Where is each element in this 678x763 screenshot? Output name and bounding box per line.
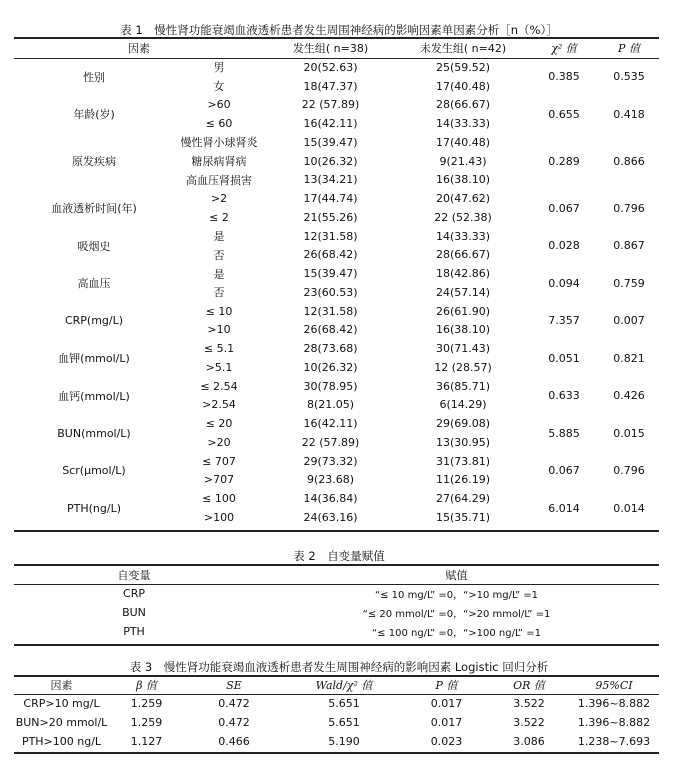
chi2-cell: 6.014 (548, 501, 580, 515)
occurred-cell: 23(60.53) (303, 285, 358, 299)
not-occurred-cell: 27(64.29) (435, 492, 491, 506)
t2-header-var: 自变量 (117, 568, 151, 582)
not-occurred-cell: 17(40.48) (435, 79, 491, 93)
subgroup-cell: ≤ 20 (205, 417, 233, 431)
not-occurred-cell: 24(57.14) (435, 285, 491, 299)
factor-cell: CRP(mg/L) (64, 314, 124, 327)
chi2-cell: 0.289 (548, 154, 580, 168)
table-row (14, 227, 659, 246)
t3-ci: 1.238~7.693 (577, 735, 651, 748)
factor-cell: 血钾(mmol/L) (58, 352, 130, 365)
subgroup-cell: ≤ 2.54 (200, 379, 238, 393)
t3-ci: 1.396~8.882 (577, 697, 651, 710)
t3-header-se: SE (226, 678, 242, 692)
t3-p: 0.017 (430, 697, 463, 710)
p-cell: 0.796 (613, 464, 645, 477)
p-cell: 0.759 (613, 276, 645, 290)
occurred-cell: 21(55.26) (303, 210, 358, 224)
subgroup-cell: 是 (213, 267, 225, 281)
not-occurred-cell: 36(85.71) (435, 379, 491, 393)
occurred-cell: 20(52.63) (303, 60, 358, 74)
table-row (14, 414, 659, 433)
not-occurred-cell: 26(61.90) (435, 304, 491, 318)
table-row (14, 339, 659, 358)
table-row (14, 133, 659, 152)
not-occurred-cell: 16(38.10) (435, 323, 491, 337)
t3-header-wald: Wald/χ² 值 (315, 679, 373, 692)
occurred-cell: 26(68.42) (303, 248, 358, 262)
factor-cell: 原发疾病 (72, 155, 116, 169)
p-cell: 0.418 (613, 107, 645, 121)
chi2-cell: 0.051 (548, 351, 580, 365)
subgroup-cell: ≤ 100 (202, 492, 236, 506)
subgroup-cell: 男 (213, 61, 225, 75)
t2-var: PTH (123, 625, 145, 638)
p-cell: 0.014 (613, 501, 645, 515)
occurred-cell: 13(34.21) (303, 173, 358, 187)
occurred-cell: 16(42.11) (303, 417, 358, 431)
t3-ci: 1.396~8.882 (577, 716, 651, 729)
subgroup-cell: ≤ 10 (205, 304, 233, 318)
not-occurred-cell: 17(40.48) (435, 135, 491, 149)
t3-beta: 1.127 (130, 735, 163, 748)
not-occurred-cell: 28(66.67) (435, 248, 491, 262)
header-occurred: 发生组( n=38) (292, 42, 369, 55)
t2-assign: “≤ 20 mmol/L” =0，“>20 mmol/L” =1 (362, 609, 551, 620)
table2-title: 表 2 自变量赋值 (293, 549, 385, 563)
table1-title: 表 1 慢性肾功能衰竭血液透析患者发生周围神经病的影响因素单因素分析［n（%）］ (120, 23, 558, 37)
factor-cell: BUN(mmol/L) (57, 426, 131, 440)
occurred-cell: 16(42.11) (303, 117, 358, 131)
occurred-cell: 22 (57.89) (301, 98, 360, 112)
header-factor: 因素 (128, 42, 150, 55)
subgroup-cell: >60 (207, 98, 231, 112)
t3-wald: 5.651 (328, 697, 360, 710)
subgroup-cell: 否 (213, 286, 225, 300)
t3-header-beta: β 值 (136, 679, 157, 692)
subgroup-cell: >20 (207, 435, 231, 449)
p-cell: 0.867 (613, 239, 645, 252)
t2-header-assign: 赋值 (445, 568, 468, 582)
not-occurred-cell: 11(26.19) (435, 473, 491, 487)
subgroup-cell: 慢性肾小球肾炎 (180, 136, 258, 150)
subgroup-cell: >5.1 (205, 360, 233, 374)
factor-cell: PTH(ng/L) (67, 501, 121, 515)
p-cell: 0.866 (613, 154, 645, 168)
t2-var: CRP (123, 587, 145, 600)
factor-cell: 性别 (83, 70, 105, 84)
t3-header-or: OR 值 (513, 679, 545, 692)
occurred-cell: 10(26.32) (303, 154, 358, 168)
subgroup-cell: 糖尿病肾病 (191, 155, 247, 169)
not-occurred-cell: 9(21.43) (439, 154, 487, 168)
t3-or: 3.522 (513, 697, 545, 710)
not-occurred-cell: 30(71.43) (435, 342, 491, 356)
not-occurred-cell: 31(73.81) (435, 454, 491, 468)
t3-se: 0.472 (218, 716, 250, 729)
chi2-cell: 0.655 (548, 107, 580, 121)
table-row (14, 302, 659, 321)
table-row (14, 489, 659, 508)
not-occurred-cell: 22 (52.38) (434, 210, 492, 224)
not-occurred-cell: 18(42.86) (435, 267, 491, 281)
factor-cell: Scr(μmol/L) (62, 464, 126, 477)
occurred-cell: 14(36.84) (303, 492, 358, 506)
t3-p: 0.023 (430, 735, 463, 748)
t3-factor: PTH>100 ng/L (21, 735, 102, 748)
not-occurred-cell: 6(14.29) (439, 398, 487, 412)
subgroup-cell: ≤ 2 (209, 210, 229, 224)
subgroup-cell: >100 (203, 510, 235, 524)
occurred-cell: 8(21.05) (306, 398, 355, 412)
chi2-cell: 0.633 (548, 389, 580, 402)
occurred-cell: 15(39.47) (303, 135, 358, 149)
t3-factor: CRP>10 mg/L (23, 697, 100, 710)
occurred-cell: 10(26.32) (303, 360, 358, 374)
chi2-cell: 0.385 (548, 70, 580, 84)
t3-beta: 1.259 (130, 716, 163, 729)
chi2-cell: 0.028 (548, 239, 580, 252)
chi2-cell: 7.357 (548, 314, 580, 327)
occurred-cell: 9(23.68) (306, 473, 355, 487)
occurred-cell: 29(73.32) (303, 454, 358, 468)
occurred-cell: 17(44.74) (303, 192, 358, 206)
p-cell: 0.007 (613, 314, 645, 327)
table3-bottom-rule (14, 752, 659, 754)
t3-se: 0.466 (218, 735, 250, 748)
occurred-cell: 30(78.95) (303, 379, 358, 393)
not-occurred-cell: 16(38.10) (435, 173, 491, 187)
t3-se: 0.472 (218, 697, 250, 710)
t3-p: 0.017 (430, 716, 463, 729)
not-occurred-cell: 15(35.71) (435, 510, 491, 524)
p-cell: 0.015 (613, 426, 645, 440)
subgroup-cell: >2 (210, 192, 228, 206)
subgroup-cell: >10 (207, 323, 231, 337)
not-occurred-cell: 29(69.08) (435, 417, 491, 431)
factor-cell: 吸烟史 (77, 239, 111, 253)
not-occurred-cell: 12 (28.57) (434, 360, 492, 374)
subgroup-cell: >707 (203, 473, 235, 487)
chi2-cell: 0.094 (548, 276, 580, 290)
not-occurred-cell: 28(66.67) (435, 98, 491, 112)
table-row (14, 58, 659, 77)
t3-wald: 5.190 (328, 735, 360, 748)
p-cell: 0.821 (613, 351, 645, 365)
table1-body (14, 58, 659, 527)
t2-assign: “≤ 10 mg/L” =0，“>10 mg/L” =1 (374, 590, 539, 601)
p-cell: 0.535 (613, 70, 645, 84)
t3-beta: 1.259 (130, 697, 163, 710)
table-row (14, 452, 659, 471)
subgroup-cell: 是 (213, 230, 225, 244)
p-cell: 0.426 (613, 389, 645, 402)
chi2-cell: 5.885 (548, 426, 580, 440)
occurred-cell: 24(63.16) (303, 510, 358, 524)
subgroup-cell: 女 (213, 80, 225, 94)
table-row (14, 189, 659, 208)
chi2-cell: 0.067 (548, 201, 580, 215)
table2-bottom-rule (14, 644, 659, 646)
not-occurred-cell: 14(33.33) (435, 117, 491, 131)
t3-header-p: P 值 (435, 679, 458, 692)
occurred-cell: 18(47.37) (303, 79, 358, 93)
p-cell: 0.796 (613, 201, 645, 215)
factor-cell: 血钙(mmol/L) (58, 389, 130, 403)
factor-cell: 高血压 (77, 277, 111, 290)
t3-header-factor: 因素 (50, 679, 73, 692)
t2-var: BUN (122, 606, 146, 619)
not-occurred-cell: 13(30.95) (435, 435, 491, 449)
header-p: P 值 (618, 42, 640, 55)
occurred-cell: 12(31.58) (303, 229, 358, 243)
occurred-cell: 28(73.68) (303, 342, 358, 356)
header-chi2: χ² 值 (551, 42, 577, 55)
occurred-cell: 12(31.58) (303, 304, 358, 318)
header-not-occurred: 未发生组( n=42) (419, 42, 507, 55)
table3-title: 表 3 慢性肾功能衰竭血液透析患者发生周围神经病的影响因素 Logistic 回归分析 (129, 660, 549, 674)
table1 (14, 38, 659, 527)
subgroup-cell: ≤ 707 (202, 454, 236, 468)
table-row (14, 96, 659, 115)
table1-bottom-rule (14, 530, 659, 532)
not-occurred-cell: 25(59.52) (435, 60, 491, 74)
t3-factor: BUN>20 mmol/L (15, 716, 108, 729)
occurred-cell: 22 (57.89) (301, 435, 360, 449)
chi2-cell: 0.067 (548, 464, 580, 477)
t2-assign: “≤ 100 ng/L” =0，“>100 ng/L” =1 (371, 628, 542, 639)
table2 (14, 565, 659, 641)
not-occurred-cell: 20(47.62) (435, 192, 491, 206)
t3-or: 3.086 (513, 735, 545, 748)
table3 (14, 676, 659, 751)
subgroup-cell: 否 (213, 248, 225, 262)
subgroup-cell: >2.54 (202, 398, 236, 412)
t3-header-ci: 95%CI (595, 678, 633, 692)
table-row (14, 264, 659, 283)
subgroup-cell: ≤ 5.1 (203, 342, 235, 356)
occurred-cell: 26(68.42) (303, 323, 358, 337)
not-occurred-cell: 14(33.33) (435, 229, 491, 243)
table-row (14, 377, 659, 396)
subgroup-cell: 高血压肾损害 (186, 173, 252, 187)
occurred-cell: 15(39.47) (303, 267, 358, 281)
factor-cell: 年龄(岁) (73, 108, 115, 122)
t3-wald: 5.651 (328, 716, 360, 729)
t3-or: 3.522 (513, 716, 545, 729)
factor-cell: 血液透析时间(年) (51, 202, 137, 215)
subgroup-cell: ≤ 60 (205, 117, 233, 131)
